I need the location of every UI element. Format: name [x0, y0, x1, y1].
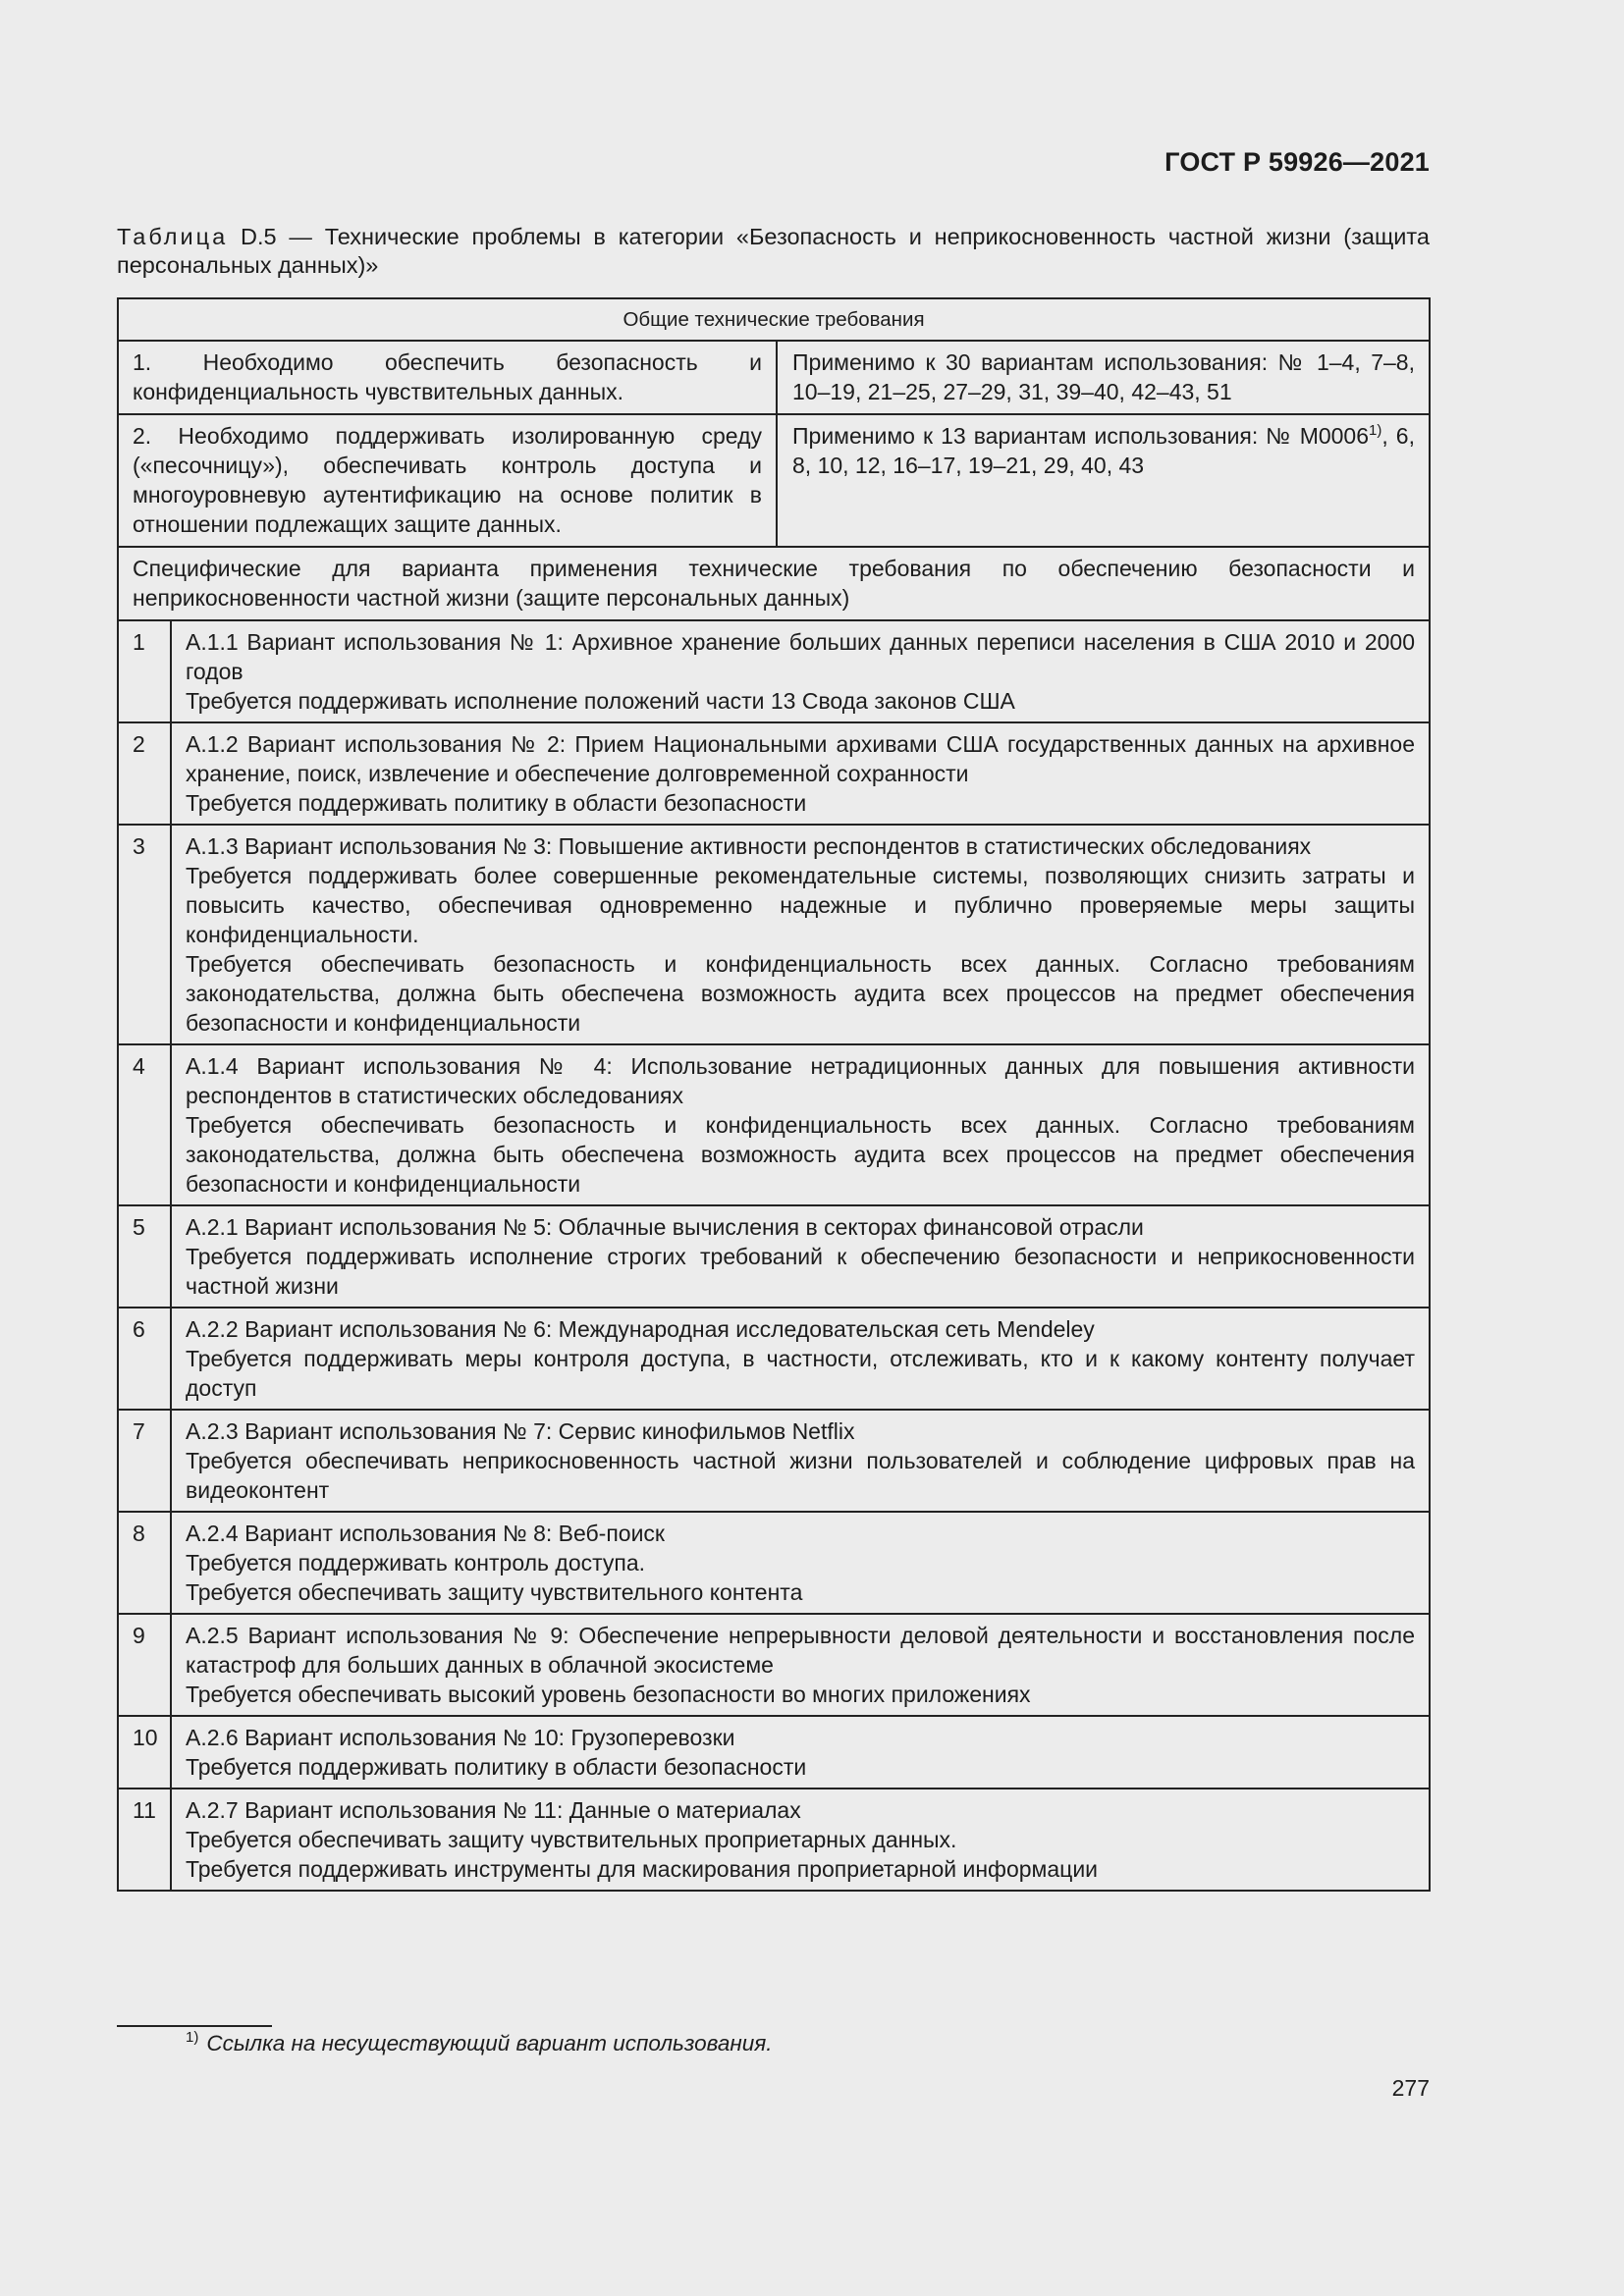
use-case-requirement: Требуется обеспечивать безопасность и конфиденциальность всех данных. Согласно требованиям законодательства, должна быть обеспечена возможность аудита всех процессов на предмет обеспечения безопасности и конфиденциальности: [186, 951, 1415, 1036]
use-case-cell: [171, 1205, 1430, 1308]
applicability-text: Применимо к 13 вариантам использования: № M0006: [792, 423, 1370, 449]
use-case-title: А.2.3 Вариант использования № 7: Сервис кинофильмов Netflix: [186, 1418, 855, 1444]
requirements-table: [117, 297, 1431, 1892]
table-row: [118, 825, 1430, 1044]
specific-requirements-heading: Специфические для варианта применения технические требования по обеспечению безопасности и неприкосновенности частной жизни (защите персональных данных): [118, 547, 1430, 620]
use-case-cell: [171, 620, 1430, 722]
table-row: [118, 1205, 1430, 1308]
use-case-cell: [171, 722, 1430, 825]
table-row: [118, 1308, 1430, 1410]
table-row: [118, 1044, 1430, 1205]
use-case-title: А.2.7 Вариант использования № 11: Данные о материалах: [186, 1797, 801, 1823]
table-row: [118, 1614, 1430, 1716]
use-case-requirement: Требуется обеспечивать защиту чувствительного контента: [186, 1579, 803, 1605]
use-case-title: А.2.5 Вариант использования № 9: Обеспечение непрерывности деловой деятельности и восстановления после катастроф для больших данных в облачной экосистеме: [186, 1623, 1415, 1678]
row-number: 11: [118, 1789, 171, 1891]
use-case-title: А.2.4 Вариант использования № 8: Веб-поиск: [186, 1521, 665, 1546]
row-number: 3: [118, 825, 171, 1044]
use-case-cell: [171, 1789, 1430, 1891]
table-row: [118, 722, 1430, 825]
use-case-requirement: Требуется обеспечивать неприкосновенность частной жизни пользователей и соблюдение цифровых прав на видеоконтент: [186, 1448, 1415, 1503]
use-case-title: А.2.1 Вариант использования № 5: Облачные вычисления в секторах финансовой отрасли: [186, 1214, 1144, 1240]
caption-label: Таблица: [117, 224, 229, 249]
use-case-cell: [171, 1044, 1430, 1205]
general-requirement-2: 2. Необходимо поддерживать изолированную среду («песочницу»), обеспечивать контроль доступа и многоуровневую аутентификацию на основе политик в отношении подлежащих защите данных.: [118, 414, 777, 547]
footnote-rule: [117, 2025, 272, 2027]
use-case-cell: [171, 825, 1430, 1044]
row-number: 8: [118, 1512, 171, 1614]
document-header: ГОСТ Р 59926—2021: [1164, 147, 1430, 177]
table-row: [118, 1410, 1430, 1512]
use-case-title: А.2.6 Вариант использования № 10: Грузоперевозки: [186, 1725, 735, 1750]
table-row: [118, 414, 1430, 547]
footnote-reference: 1): [1369, 422, 1382, 439]
general-requirements-heading: Общие технические требования: [118, 298, 1430, 341]
use-case-title: А.1.3 Вариант использования № 3: Повышение активности респондентов в статистических обследованиях: [186, 833, 1312, 859]
use-case-requirement: Требуется поддерживать исполнение положений части 13 Свода законов США: [186, 688, 1015, 714]
footnote: [186, 2031, 773, 2056]
use-case-title: А.1.2 Вариант использования № 2: Прием Национальными архивами США государственных данных на архивное хранение, поиск, извлечение и обеспечение долговременной сохранности: [186, 731, 1415, 786]
use-case-cell: [171, 1716, 1430, 1789]
use-case-cell: [171, 1410, 1430, 1512]
row-number: 7: [118, 1410, 171, 1512]
table-row: [118, 1789, 1430, 1891]
use-case-title: А.1.1 Вариант использования № 1: Архивное хранение больших данных переписи населения в США 2010 и 2000 годов: [186, 629, 1415, 684]
table-row: [118, 620, 1430, 722]
use-case-requirement: Требуется поддерживать меры контроля доступа, в частности, отслеживать, кто и к какому контенту получает доступ: [186, 1346, 1415, 1401]
row-number: 1: [118, 620, 171, 722]
table-caption: [117, 223, 1430, 280]
use-case-requirement: Требуется поддерживать контроль доступа.: [186, 1550, 646, 1575]
use-case-cell: [171, 1512, 1430, 1614]
row-number: 2: [118, 722, 171, 825]
general-requirement-1: 1. Необходимо обеспечить безопасность и конфиденциальность чувствительных данных.: [118, 341, 777, 414]
use-case-requirement: Требуется поддерживать политику в области безопасности: [186, 1754, 807, 1780]
row-number: 6: [118, 1308, 171, 1410]
applicability-text: , 6, 8, 10, 12, 16–17, 19–21, 29, 40, 43: [792, 423, 1415, 478]
use-case-requirement: Требуется поддерживать более совершенные рекомендательные системы, позволяющих снизить затраты и повысить качество, обеспечивая одновременно надежные и публично проверяемые меры защиты конфиденциальности.: [186, 863, 1415, 947]
use-case-requirement: Требуется поддерживать исполнение строгих требований к обеспечению безопасности и неприкосновенности частной жизни: [186, 1244, 1415, 1299]
use-case-cell: [171, 1308, 1430, 1410]
use-case-requirement: Требуется обеспечивать высокий уровень безопасности во многих приложениях: [186, 1682, 1031, 1707]
use-case-title: А.1.4 Вариант использования № 4: Использование нетрадиционных данных для повышения активности респондентов в статистических обследованиях: [186, 1053, 1415, 1108]
page-number: 277: [1391, 2075, 1430, 2101]
use-case-requirement: Требуется обеспечивать защиту чувствительных проприетарных данных.: [186, 1827, 957, 1852]
row-number: 4: [118, 1044, 171, 1205]
use-case-requirement: Требуется поддерживать инструменты для маскирования проприетарной информации: [186, 1856, 1099, 1882]
row-number: 10: [118, 1716, 171, 1789]
general-applicability-1: Применимо к 30 вариантам использования: № 1–4, 7–8, 10–19, 21–25, 27–29, 31, 39–40, 42–43, 51: [777, 341, 1430, 414]
use-case-cell: [171, 1614, 1430, 1716]
caption-text: D.5 — Технические проблемы в категории «Безопасность и неприкосновенность частной жизни (защита персональных данных)»: [117, 224, 1430, 278]
footnote-marker: 1): [186, 2029, 199, 2046]
use-case-requirement: Требуется поддерживать политику в области безопасности: [186, 790, 807, 816]
table-row: [118, 1512, 1430, 1614]
table-row: [118, 1716, 1430, 1789]
footnote-text: Ссылка на несуществующий вариант использования.: [206, 2031, 773, 2056]
row-number: 5: [118, 1205, 171, 1308]
use-case-requirement: Требуется обеспечивать безопасность и конфиденциальность всех данных. Согласно требованиям законодательства, должна быть обеспечена возможность аудита всех процессов на предмет обеспечения безопасности и конфиденциальности: [186, 1112, 1415, 1197]
table-row: [118, 341, 1430, 414]
general-applicability-2: [777, 414, 1430, 547]
row-number: 9: [118, 1614, 171, 1716]
use-case-title: А.2.2 Вариант использования № 6: Международная исследовательская сеть Mendeley: [186, 1316, 1095, 1342]
